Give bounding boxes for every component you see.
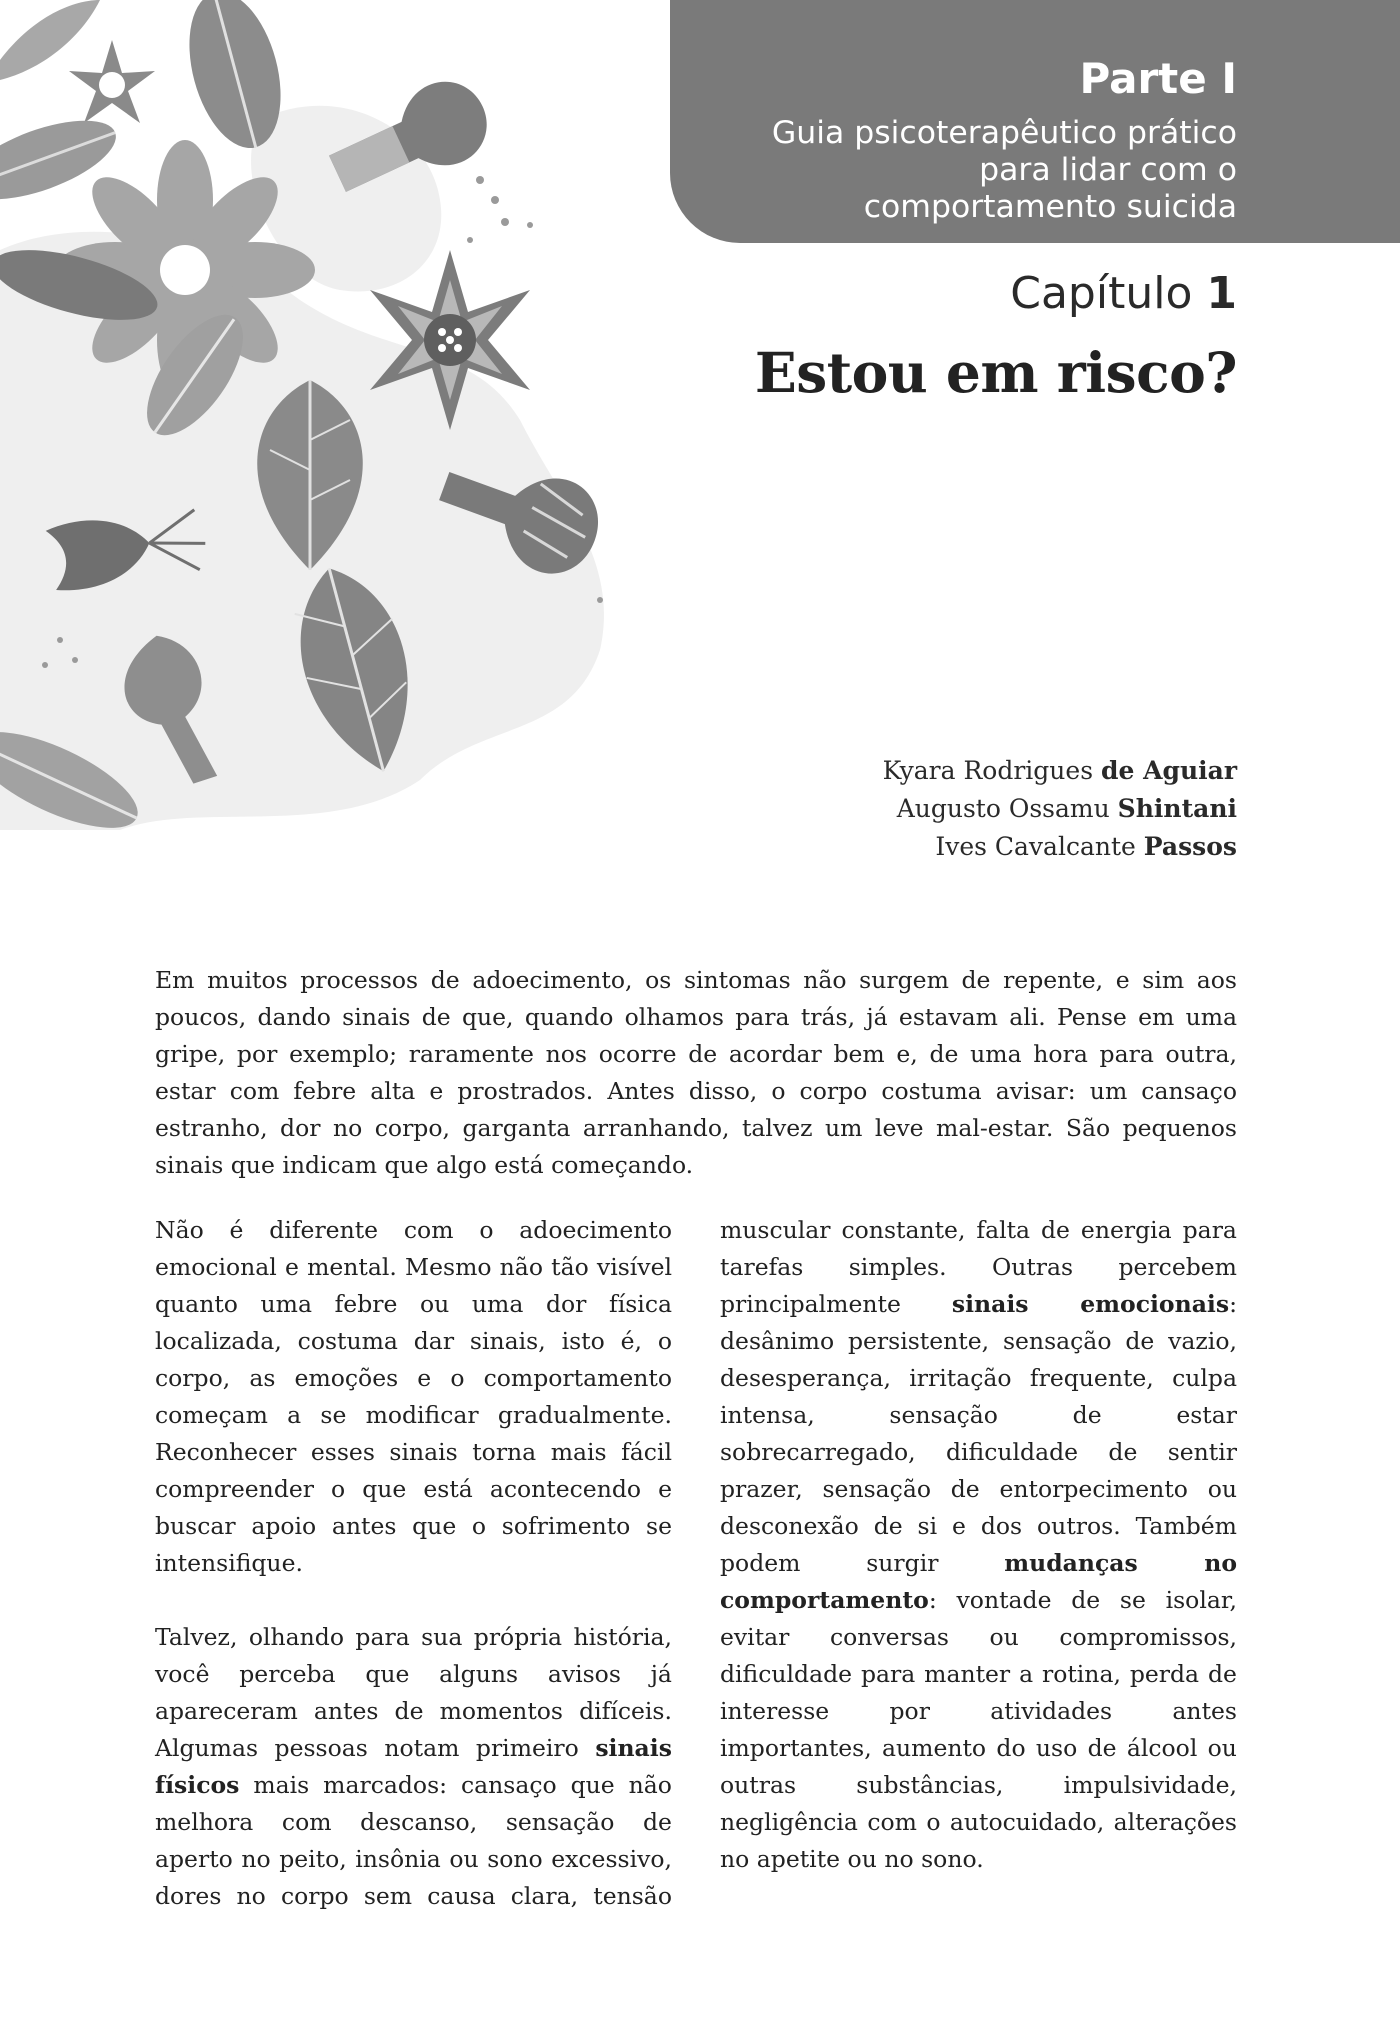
intro-paragraph: Em muitos processos de adoecimento, os sintomas não surgem de repente, e sim aos poucos, dando sinais de que, quando olhamos para trás, já estavam ali. Pense em uma gripe, por exemplo; raramente nos ocorre de acordar bem e, de uma hora para outra, estar com febre alta e prostrados. Antes disso, o corpo costuma avisar: um cansaço estranho, dor no corpo, garganta arranhando, talvez um leve mal-estar. São pequenos sinais que indicam que algo está começando. — [155, 966, 1237, 1179]
author: Kyara Rodrigues de Aguiar — [882, 756, 1237, 785]
chapter-prefix: Capítulo — [1010, 268, 1193, 319]
body-paragraph: Não é diferente com o adoecimento emocional e mental. Mesmo não tão visível quanto uma febre ou uma dor física localizada, costuma dar sinais, isto é, o corpo, as emoções e o comportamento começam a se modificar gradualmente. Reconhecer esses sinais torna mais fácil compreender o que está acontecendo e buscar apoio antes que o sofrimento se intensifique. — [155, 1216, 672, 1577]
floral-illustration — [0, 0, 680, 840]
chapter-number: 1 — [1206, 268, 1237, 319]
part-label: Parte I — [1079, 54, 1237, 103]
chapter-title: Estou em risco? — [754, 340, 1237, 405]
part-subtitle: Guia psicoterapêutico prático para lidar com o comportamento suicida — [771, 115, 1237, 225]
body-column-right — [720, 1212, 1237, 1915]
author-list — [883, 752, 1237, 866]
body-paragraph-continued: muscular constante, falta de energia para tarefas simples. Outras percebem principalmente sinais emocionais: desânimo persistente, sensação de vazio, desesperança, irritação frequente, culpa intensa, sensação de estar sobrecarregado, dificuldade de sentir prazer, sensação de entorpecimento ou desconexão de si e dos outros. Também podem surgir mudanças no comportamento: vontade de se isolar, evitar conversas ou compromissos, dificuldade para manter a rotina, perda de interesse por atividades antes importantes, aumento do uso de álcool ou outras substâncias, impulsividade, negligência com o autocuidado, alterações no apetite ou no sono. — [720, 1216, 1237, 1873]
body-column-left — [155, 1212, 672, 1952]
body-paragraph: Talvez, olhando para sua própria história, você perceba que alguns avisos já apareceram antes de momentos difíceis. Algumas pessoas notam primeiro sinais físicos mais marcados: cansaço que não melhora com descanso, sensação de aperto no peito, insônia ou sono excessivo, dores no corpo sem causa clara, tensão — [155, 1623, 672, 1910]
author: Ives Cavalcante Passos — [935, 832, 1237, 861]
chapter-heading — [1010, 268, 1237, 319]
part-banner — [670, 0, 1400, 243]
author: Augusto Ossamu Shintani — [896, 794, 1237, 823]
